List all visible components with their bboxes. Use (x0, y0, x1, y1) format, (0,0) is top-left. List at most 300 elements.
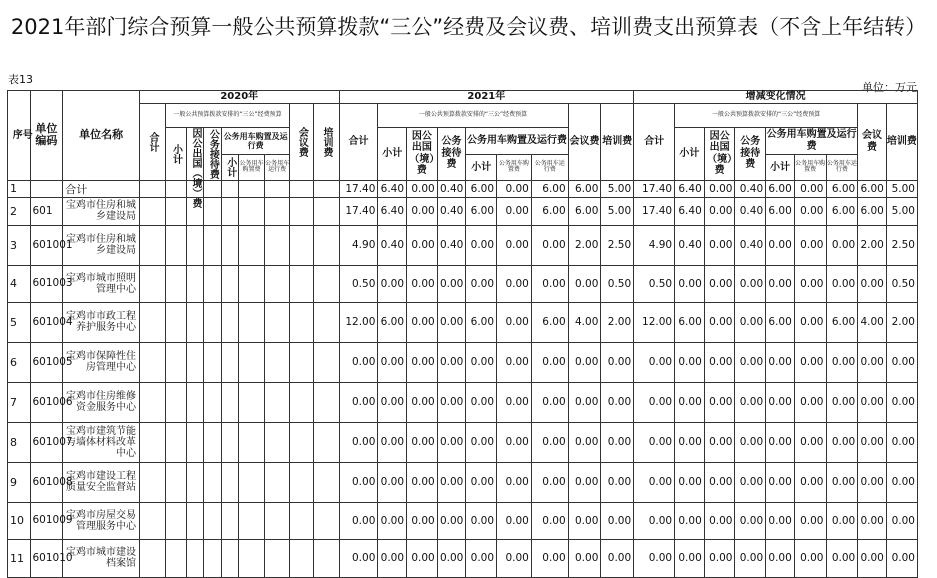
row-2020-cell (313, 422, 339, 462)
row-change-value: 0.00 (766, 502, 795, 539)
row-2020-cell (204, 462, 221, 502)
row-seq: 1 (8, 180, 31, 197)
row-unit-code (30, 180, 63, 197)
row-2021-value: 0.00 (568, 382, 601, 422)
row-2020-cell (221, 382, 238, 422)
table-row (8, 265, 918, 302)
row-2021-value: 0.40 (437, 225, 466, 265)
row-2020-cell (165, 302, 186, 342)
row-change-value: 0.00 (675, 342, 705, 382)
row-2020-cell (239, 180, 265, 197)
row-2021-value: 0.00 (531, 382, 568, 422)
row-2020-cell (165, 265, 186, 302)
row-change-value: 6.00 (766, 302, 795, 342)
row-change-value: 0.00 (675, 502, 705, 539)
row-2020-cell (313, 502, 339, 539)
row-seq: 3 (8, 225, 31, 265)
row-2021-value: 0.00 (407, 180, 438, 197)
row-2020-cell (187, 302, 204, 342)
row-2020-cell (187, 422, 204, 462)
row-change-value: 0.00 (704, 197, 735, 225)
row-2020-cell (204, 302, 221, 342)
row-seq: 6 (8, 342, 31, 382)
row-2021-value: 0.00 (339, 502, 378, 539)
row-2021-value: 2.00 (601, 302, 634, 342)
row-change-value: 0.00 (735, 462, 766, 502)
header-2021-reception: 公务接待费 (437, 127, 466, 180)
row-2021-value: 0.00 (497, 422, 532, 462)
row-change-value: 0.00 (858, 462, 887, 502)
header-2020-meeting: 会议费 (290, 103, 314, 180)
row-2021-value: 0.00 (437, 539, 466, 577)
row-2020-cell (290, 265, 314, 302)
row-unit-name: 宝鸡市保障性住房管理中心 (63, 342, 140, 382)
row-seq: 7 (8, 382, 31, 422)
row-2020-cell (313, 342, 339, 382)
row-unit-code: 601005 (30, 342, 63, 382)
table-row (8, 302, 918, 342)
header-change-reception: 公务接待费 (735, 127, 766, 180)
row-unit-name: 宝鸡市住房和城乡建设局 (63, 225, 140, 265)
row-2020-cell (139, 342, 165, 382)
row-change-value: 0.00 (826, 502, 858, 539)
row-change-value: 0.50 (886, 265, 917, 302)
header-seq: 序号 (8, 91, 31, 181)
header-2021-vehicle-buy: 公务用车购置费 (497, 155, 532, 180)
row-unit-code: 601009 (30, 502, 63, 539)
row-change-value: 6.00 (766, 197, 795, 225)
row-change-value: 0.00 (886, 539, 917, 577)
header-change-subtotal: 小计 (675, 127, 705, 180)
header-2021-abroad: 因公出国（境）费 (407, 127, 438, 180)
header-2020-vehicle-buy: 公务用车购置费 (239, 155, 265, 180)
row-change-value: 6.00 (766, 180, 795, 197)
row-change-value: 0.00 (766, 382, 795, 422)
row-unit-name: 宝鸡市住房维修资金服务中心 (63, 382, 140, 422)
row-2021-value: 0.00 (466, 225, 497, 265)
row-2020-cell (290, 302, 314, 342)
header-change-meeting: 会议费 (858, 103, 887, 180)
row-unit-code: 601007 (30, 422, 63, 462)
table-row (8, 180, 918, 197)
row-2020-cell (239, 462, 265, 502)
row-change-value: 0.00 (886, 502, 917, 539)
row-change-value: 0.00 (735, 382, 766, 422)
row-2021-value: 0.00 (497, 197, 532, 225)
row-2021-value: 0.00 (531, 265, 568, 302)
row-2020-cell (204, 225, 221, 265)
row-2020-cell (139, 462, 165, 502)
row-change-value: 2.50 (886, 225, 917, 265)
row-seq: 10 (8, 502, 31, 539)
row-2020-cell (313, 265, 339, 302)
row-2020-cell (204, 382, 221, 422)
row-2020-cell (290, 422, 314, 462)
table-row (8, 342, 918, 382)
row-change-value: 6.00 (826, 302, 858, 342)
row-2020-cell (139, 382, 165, 422)
row-change-value: 0.00 (766, 265, 795, 302)
header-2021-vehicle-subtotal: 小计 (466, 155, 497, 180)
row-2020-cell (187, 225, 204, 265)
row-2020-cell (204, 197, 221, 225)
row-2020-cell (187, 462, 204, 502)
row-change-value: 0.00 (704, 462, 735, 502)
row-2020-cell (139, 265, 165, 302)
row-change-value: 6.00 (858, 197, 887, 225)
row-2021-value: 0.00 (497, 302, 532, 342)
row-change-value: 4.90 (634, 225, 675, 265)
row-2021-value: 4.00 (568, 302, 601, 342)
row-2021-value: 0.00 (497, 180, 532, 197)
header-2021-training: 培训费 (601, 103, 634, 180)
row-change-value: 0.00 (826, 265, 858, 302)
row-2020-cell (204, 180, 221, 197)
row-2021-value: 0.00 (466, 422, 497, 462)
table-row (8, 197, 918, 225)
row-change-value: 6.00 (675, 302, 705, 342)
row-change-value: 12.00 (634, 302, 675, 342)
row-2021-value: 0.00 (531, 462, 568, 502)
row-2020-cell (221, 422, 238, 462)
unit-label: 单位：万元 (862, 81, 917, 94)
row-2020-cell (221, 539, 238, 577)
row-2021-value: 0.50 (339, 265, 378, 302)
row-change-value: 0.00 (858, 265, 887, 302)
row-unit-name: 宝鸡市住房和城乡建设局 (63, 197, 140, 225)
row-2021-value: 0.00 (339, 342, 378, 382)
row-2021-value: 6.00 (531, 197, 568, 225)
row-2020-cell (264, 422, 290, 462)
row-change-value: 0.00 (794, 539, 826, 577)
row-2021-value: 2.50 (601, 225, 634, 265)
row-2021-value: 6.00 (466, 302, 497, 342)
row-change-value: 0.00 (735, 422, 766, 462)
row-seq: 11 (8, 539, 31, 577)
page-title: 2021年部门综合预算一般公共预算拨款“三公”经费及会议费、培训费支出预算表（不含上年结转） (10, 15, 927, 39)
row-change-value: 0.00 (826, 462, 858, 502)
row-2021-value: 0.00 (568, 265, 601, 302)
row-2020-cell (290, 342, 314, 382)
budget-table (7, 90, 918, 578)
row-2020-cell (139, 422, 165, 462)
row-2020-cell (264, 265, 290, 302)
header-change-vehicle-subtotal: 小计 (766, 155, 795, 180)
row-2020-cell (239, 342, 265, 382)
row-change-value: 0.00 (794, 180, 826, 197)
row-2021-value: 0.00 (437, 302, 466, 342)
row-2020-cell (165, 197, 186, 225)
row-2021-value: 0.00 (407, 422, 438, 462)
row-change-value: 4.00 (858, 302, 887, 342)
row-2020-cell (313, 302, 339, 342)
row-change-value: 0.50 (634, 265, 675, 302)
row-2021-value: 6.00 (568, 197, 601, 225)
row-2020-cell (239, 502, 265, 539)
row-2021-value: 0.00 (531, 225, 568, 265)
row-2021-value: 5.00 (601, 180, 634, 197)
row-2021-value: 0.00 (568, 342, 601, 382)
row-2021-value: 0.00 (497, 462, 532, 502)
row-unit-code: 601 (30, 197, 63, 225)
row-change-value: 0.00 (675, 539, 705, 577)
row-2020-cell (139, 180, 165, 197)
row-2020-cell (221, 265, 238, 302)
row-2021-value: 0.00 (601, 462, 634, 502)
row-change-value: 0.00 (886, 382, 917, 422)
header-2020-sangong: 一般公共预算拨款安排的“三公”经费预算 (165, 103, 290, 127)
row-2021-value: 0.00 (339, 382, 378, 422)
row-change-value: 0.40 (735, 225, 766, 265)
row-2021-value: 0.00 (437, 382, 466, 422)
row-2020-cell (204, 265, 221, 302)
row-2020-cell (165, 539, 186, 577)
row-change-value: 0.00 (794, 197, 826, 225)
row-change-value: 0.00 (675, 462, 705, 502)
row-2021-value: 0.00 (466, 382, 497, 422)
header-unit-code: 单位编码 (30, 91, 63, 181)
row-2021-value: 0.40 (437, 197, 466, 225)
row-2021-value: 0.00 (601, 422, 634, 462)
row-2020-cell (264, 225, 290, 265)
row-2020-cell (221, 225, 238, 265)
row-2021-value: 0.00 (497, 342, 532, 382)
row-2020-cell (165, 502, 186, 539)
row-2021-value: 0.00 (407, 302, 438, 342)
row-change-value: 0.00 (858, 422, 887, 462)
row-change-value: 0.00 (858, 342, 887, 382)
row-2021-value: 0.00 (466, 462, 497, 502)
row-change-value: 0.00 (634, 342, 675, 382)
row-2021-value: 0.00 (437, 265, 466, 302)
row-2020-cell (239, 422, 265, 462)
row-2021-value: 6.00 (466, 180, 497, 197)
row-change-value: 0.00 (794, 302, 826, 342)
row-change-value: 0.00 (766, 225, 795, 265)
row-change-value: 0.00 (634, 539, 675, 577)
row-2021-value: 0.00 (531, 539, 568, 577)
row-2021-value: 0.00 (531, 422, 568, 462)
row-unit-name: 宝鸡市建筑节能与墙体材料改革中心 (63, 422, 140, 462)
row-change-value: 0.00 (704, 302, 735, 342)
row-2020-cell (187, 502, 204, 539)
row-change-value: 0.00 (704, 382, 735, 422)
row-2021-value: 0.00 (568, 422, 601, 462)
row-2020-cell (139, 539, 165, 577)
row-change-value: 0.00 (735, 265, 766, 302)
row-2020-cell (264, 342, 290, 382)
row-change-value: 0.00 (766, 342, 795, 382)
row-2021-value: 0.00 (407, 225, 438, 265)
row-change-value: 0.00 (826, 422, 858, 462)
row-2020-cell (165, 462, 186, 502)
row-2021-value: 6.40 (378, 197, 407, 225)
row-change-value: 0.00 (634, 462, 675, 502)
row-2021-value: 0.00 (378, 502, 407, 539)
row-2020-cell (290, 197, 314, 225)
row-unit-name: 合计 (63, 180, 140, 197)
row-2020-cell (264, 382, 290, 422)
row-2021-value: 0.00 (601, 342, 634, 382)
row-change-value: 0.00 (794, 462, 826, 502)
row-change-value: 0.00 (858, 382, 887, 422)
row-2020-cell (165, 382, 186, 422)
row-2021-value: 0.50 (601, 265, 634, 302)
row-2020-cell (290, 502, 314, 539)
row-2020-cell (239, 197, 265, 225)
header-2020-training: 培训费 (313, 103, 339, 180)
row-2021-value: 0.00 (497, 382, 532, 422)
row-unit-name: 宝鸡市城市建设档案馆 (63, 539, 140, 577)
row-2021-value: 0.00 (568, 462, 601, 502)
row-2020-cell (313, 539, 339, 577)
row-change-value: 6.00 (826, 180, 858, 197)
row-2021-value: 0.00 (466, 502, 497, 539)
row-2021-value: 0.00 (378, 382, 407, 422)
row-2021-value: 0.00 (378, 462, 407, 502)
row-2021-value: 5.00 (601, 197, 634, 225)
row-2020-cell (204, 539, 221, 577)
row-2020-cell (165, 225, 186, 265)
row-seq: 2 (8, 197, 31, 225)
row-change-value: 0.00 (886, 422, 917, 462)
row-2021-value: 0.00 (437, 502, 466, 539)
row-2021-value: 4.90 (339, 225, 378, 265)
row-change-value: 0.00 (634, 382, 675, 422)
row-change-value: 0.00 (886, 342, 917, 382)
row-unit-name: 宝鸡市城市照明管理中心 (63, 265, 140, 302)
row-2021-value: 0.00 (497, 265, 532, 302)
row-unit-code: 601003 (30, 265, 63, 302)
row-unit-code: 601006 (30, 382, 63, 422)
row-change-value: 0.00 (704, 502, 735, 539)
row-2021-value: 0.00 (497, 502, 532, 539)
row-change-value: 0.00 (826, 539, 858, 577)
row-2021-value: 0.00 (466, 342, 497, 382)
row-change-value: 2.00 (886, 302, 917, 342)
row-2020-cell (139, 502, 165, 539)
row-2020-cell (264, 539, 290, 577)
row-2020-cell (187, 342, 204, 382)
row-2020-cell (139, 302, 165, 342)
row-2021-value: 0.00 (378, 265, 407, 302)
row-2021-value: 6.00 (378, 302, 407, 342)
row-2021-value: 0.00 (601, 502, 634, 539)
row-change-value: 0.00 (735, 342, 766, 382)
row-change-value: 0.00 (794, 502, 826, 539)
row-change-value: 0.00 (704, 539, 735, 577)
row-2020-cell (239, 539, 265, 577)
row-change-value: 0.00 (794, 265, 826, 302)
header-2021-vehicle-run: 公务用车运行费 (531, 155, 568, 180)
row-change-value: 0.00 (858, 539, 887, 577)
row-unit-name: 宝鸡市房屋交易管理服务中心 (63, 502, 140, 539)
row-2021-value: 0.00 (437, 422, 466, 462)
row-2021-value: 0.00 (601, 539, 634, 577)
row-2021-value: 0.00 (339, 422, 378, 462)
row-2020-cell (221, 462, 238, 502)
row-2020-cell (204, 422, 221, 462)
row-2020-cell (239, 265, 265, 302)
table-row (8, 422, 918, 462)
row-2021-value: 0.00 (407, 342, 438, 382)
row-2021-value: 0.40 (437, 180, 466, 197)
row-2020-cell (313, 462, 339, 502)
row-2021-value: 0.00 (497, 539, 532, 577)
row-2020-cell (165, 180, 186, 197)
row-2021-value: 0.00 (466, 265, 497, 302)
row-change-value: 5.00 (886, 180, 917, 197)
header-2020-vehicle-subtotal: 小计 (221, 155, 238, 180)
row-2020-cell (187, 539, 204, 577)
row-2021-value: 0.00 (531, 502, 568, 539)
header-2021: 2021年 (339, 91, 634, 104)
row-2021-value: 0.00 (407, 502, 438, 539)
row-2020-cell (290, 539, 314, 577)
row-change-value: 0.00 (675, 382, 705, 422)
row-2021-value: 6.40 (378, 180, 407, 197)
header-2021-vehicle: 公务用车购置及运行费 (466, 127, 568, 155)
row-2020-cell (313, 197, 339, 225)
row-unit-name: 宝鸡市市政工程养护服务中心 (63, 302, 140, 342)
row-change-value: 0.00 (735, 539, 766, 577)
row-2021-value: 6.00 (531, 180, 568, 197)
row-change-value: 0.00 (704, 265, 735, 302)
row-2020-cell (264, 302, 290, 342)
row-change-value: 0.00 (826, 225, 858, 265)
row-2020-cell (313, 382, 339, 422)
row-2021-value: 0.00 (437, 462, 466, 502)
row-2020-cell (239, 302, 265, 342)
row-change-value: 0.00 (735, 502, 766, 539)
row-2020-cell (264, 462, 290, 502)
row-2021-value: 0.00 (407, 197, 438, 225)
header-unit-name: 单位名称 (63, 91, 140, 181)
header-2020-vehicle-run: 公务用车运行费 (264, 155, 290, 180)
row-change-value: 0.00 (766, 539, 795, 577)
row-unit-code: 601001 (30, 225, 63, 265)
row-change-value: 0.00 (766, 422, 795, 462)
row-change-value: 6.00 (858, 180, 887, 197)
row-change-value: 17.40 (634, 180, 675, 197)
row-change-value: 0.00 (634, 422, 675, 462)
row-change-value: 0.40 (735, 197, 766, 225)
header-2021-sangong: 一般公共预算拨款安排的“三公”经费预算 (378, 103, 568, 127)
row-unit-code: 601008 (30, 462, 63, 502)
row-2021-value: 0.40 (378, 225, 407, 265)
row-2020-cell (264, 502, 290, 539)
header-2020-abroad: 因公出国（境）费 (187, 127, 204, 180)
row-2020-cell (204, 502, 221, 539)
row-2020-cell (165, 422, 186, 462)
row-2020-cell (313, 180, 339, 197)
row-change-value: 0.00 (704, 225, 735, 265)
header-2020-reception: 公务接待费 (204, 127, 221, 180)
row-2020-cell (264, 180, 290, 197)
header-change: 增减变化情况 (634, 91, 918, 104)
row-change-value: 0.00 (704, 422, 735, 462)
header-2020-subtotal: 小计 (165, 127, 186, 180)
row-2020-cell (221, 302, 238, 342)
header-2021-subtotal: 小计 (378, 127, 407, 180)
row-change-value: 2.00 (858, 225, 887, 265)
row-2020-cell (290, 180, 314, 197)
row-2021-value: 0.00 (568, 539, 601, 577)
row-2020-cell (165, 342, 186, 382)
table-number: 表13 (8, 73, 33, 86)
row-seq: 9 (8, 462, 31, 502)
header-2021-total: 合计 (339, 103, 378, 180)
